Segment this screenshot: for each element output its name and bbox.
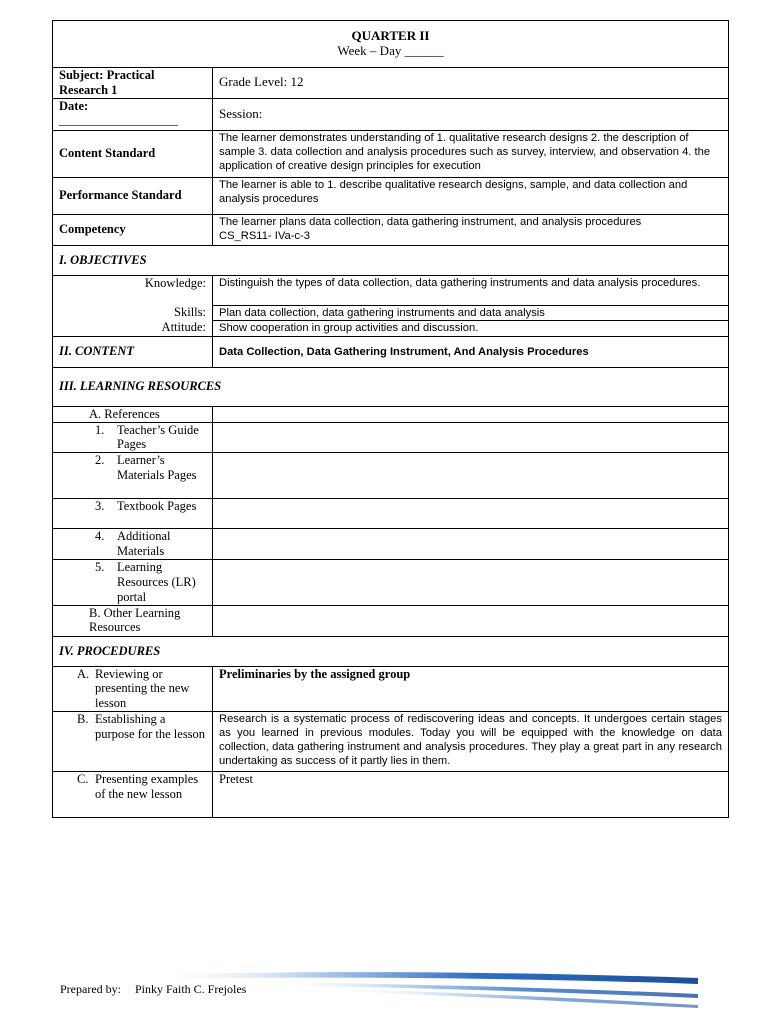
procedure-label: Presenting examples of the new lesson [95,771,199,801]
knowledge-text: Distinguish the types of data collection, data gathering instruments and data analysis procedures. [213,275,729,305]
date-blank: ___________________ [59,113,178,128]
quarter-title: QUARTER II [351,28,430,44]
competency-cell [213,214,729,245]
references-value [213,406,729,422]
resource-item-number: 4. [95,529,105,544]
resource-value-lr-portal [213,560,729,605]
content-standard-label: Content Standard [53,130,213,177]
date-label: Date: [59,98,89,113]
resource-item-label: Additional Materials [117,529,171,558]
resource-item-number: 5. [95,560,105,575]
knowledge-label: Knowledge: [53,275,213,305]
resource-item-label: Textbook Pages [117,499,197,514]
header-cell [53,21,729,68]
footer [0,960,768,1020]
procedure-b-label [53,711,213,771]
procedure-c-label [53,771,213,817]
references-label: A. References [53,406,213,422]
resource-item-lr-portal [53,560,213,605]
resource-item-learners-materials [53,453,213,499]
resource-item-additional-materials [53,529,213,560]
week-day-line: Week – Day ______ [337,43,444,58]
competency-label: Competency [53,214,213,245]
competency-code: CS_RS11- IVa-c-3 [219,229,310,242]
procedure-label: Establishing a purpose for the lesson [95,711,206,741]
subject-label: Subject: Practical Research 1 [53,68,213,99]
procedure-letter: B. [77,711,89,726]
date-cell [53,98,213,130]
skills-text: Plan data collection, data gathering instruments and data analysis [213,305,729,320]
resource-item-number: 3. [95,499,105,514]
competency-text: The learner plans data collection, data gathering instrument, and analysis procedures [219,215,642,228]
procedures-heading: IV. PROCEDURES [53,636,729,666]
grade-level: Grade Level: 12 [213,68,729,99]
skills-label: Skills: [53,305,213,320]
resource-item-number: 1. [95,422,105,437]
prepared-by-label: Prepared by: [60,982,121,996]
session-label: Session: [213,98,729,130]
content-standard-text: The learner demonstrates understanding of 1. qualitative research designs 2. the description of sample 3. data collection and analysis procedures such as survey, interview, and observation 4. the application of creative design principles for execution [213,130,729,177]
lesson-plan-table [52,20,729,818]
resource-item-label: Teacher’s Guide Pages [117,422,199,452]
resource-item-textbook [53,499,213,529]
procedure-a-text: Preliminaries by the assigned group [213,666,729,711]
footer-prepared-by [60,982,246,997]
resource-item-label: Learning Resources (LR) portal [117,560,196,604]
resource-value-teachers-guide [213,422,729,453]
procedure-c-text: Pretest [213,771,729,817]
resource-item-number: 2. [95,453,105,468]
resources-heading: III. LEARNING RESOURCES [53,367,729,406]
procedure-letter: A. [77,666,90,681]
other-resources-value [213,605,729,636]
performance-standard-text: The learner is able to 1. describe qualitative research designs, sample, and data collection and analysis procedures [213,177,729,214]
content-text: Data Collection, Data Gathering Instrument, And Analysis Procedures [213,336,729,367]
content-heading: II. CONTENT [53,336,213,367]
resource-value-learners-materials [213,453,729,499]
other-resources-label: B. Other Learning Resources [53,605,213,636]
resource-item-teachers-guide [53,422,213,453]
procedure-b-text: Research is a systematic process of rediscovering ideas and concepts. It undergoes certain stages as you learned in previous modules. Today you will be equipped with the knowledge on data collection, data gathering instrument and analysis procedures. They play a great part in any research undertaking as success of it partly lies in them. [213,711,729,771]
procedure-label: Reviewing or presenting the new lesson [95,666,190,711]
procedure-letter: C. [77,771,89,786]
resource-value-additional-materials [213,529,729,560]
resource-value-textbook [213,499,729,529]
performance-standard-label: Performance Standard [53,177,213,214]
resource-item-label: Learner’s Materials Pages [117,453,197,482]
preparer-name: Pinky Faith C. Frejoles [134,982,247,996]
attitude-text: Show cooperation in group activities and discussion. [213,320,729,336]
objectives-heading: I. OBJECTIVES [53,245,729,275]
procedure-a-label [53,666,213,711]
attitude-label: Attitude: [53,320,213,336]
